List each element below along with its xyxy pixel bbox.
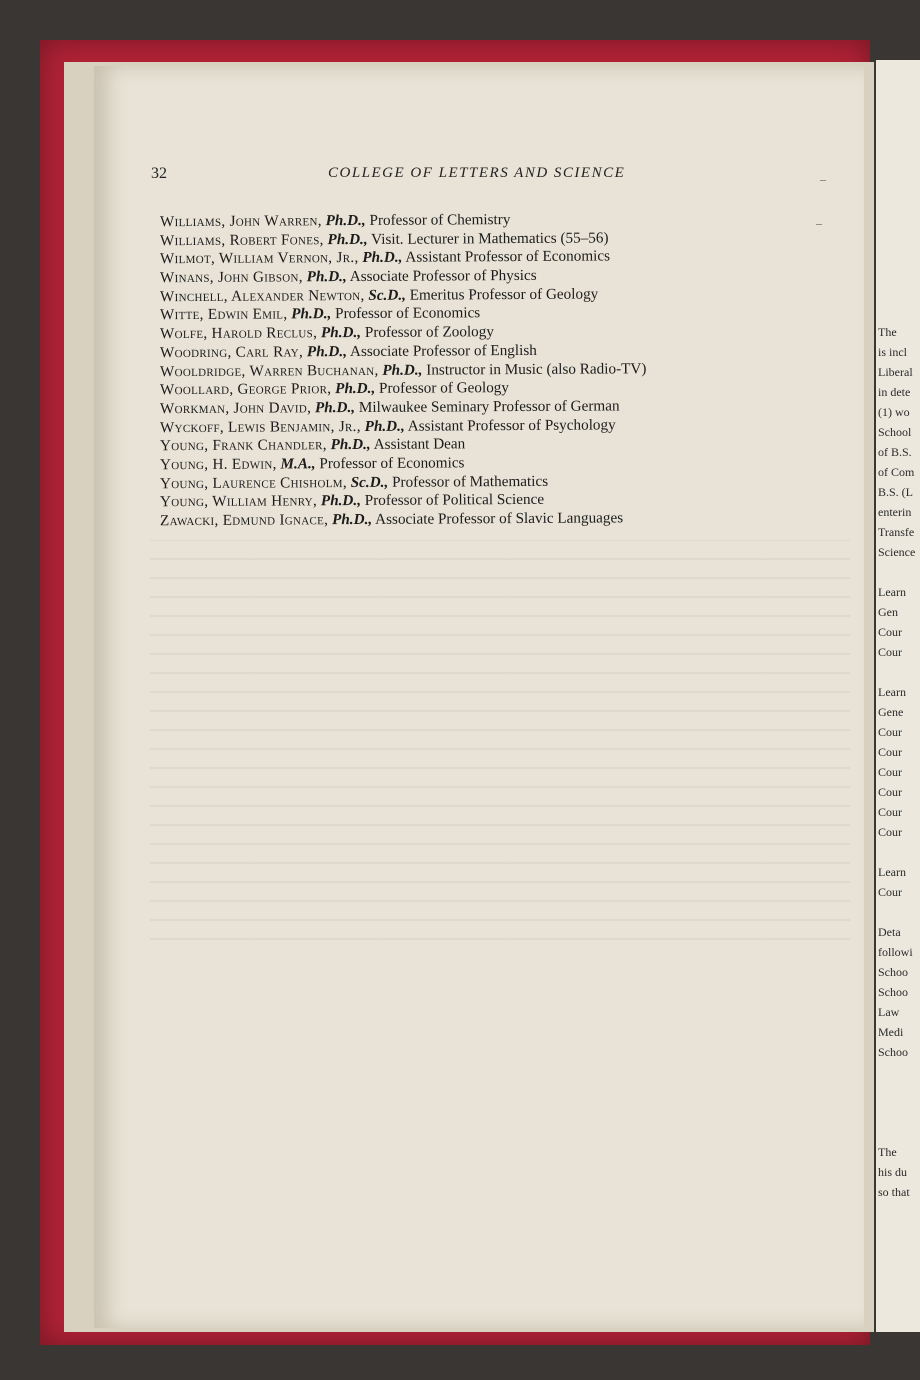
faculty-name: Woollard, George Prior, <box>159 380 332 399</box>
faculty-title: Associate Professor of Slavic Languages <box>375 509 624 528</box>
faculty-name: Winans, John Gibson, <box>159 268 303 287</box>
faculty-entry <box>160 508 880 531</box>
right-page-fragment: Gene <box>878 705 904 719</box>
margin-mark: – <box>816 216 822 230</box>
faculty-degree: Ph.D., <box>364 417 405 435</box>
right-page-fragment: is incl <box>878 345 907 359</box>
faculty-title: Professor of Chemistry <box>369 211 511 229</box>
right-page-fragment: Science <box>878 545 916 559</box>
right-page-fragment: Transfe <box>878 525 915 539</box>
right-page-fragment: enterin <box>878 505 912 519</box>
faculty-title: Visit. Lecturer in Mathematics (55–56) <box>371 229 609 248</box>
faculty-name: Zawacki, Edmund Ignace, <box>159 511 329 530</box>
right-page-fragment: Cour <box>878 645 902 659</box>
faculty-title: Professor of Mathematics <box>391 472 549 491</box>
right-page <box>876 60 920 1332</box>
faculty-title: Assistant Professor of Economics <box>405 247 611 267</box>
right-page-fragment: Cour <box>878 785 902 799</box>
right-page-fragment: Schoo <box>878 985 908 999</box>
faculty-title: Associate Professor of English <box>349 341 537 360</box>
right-page-fragment: his du <box>878 1165 908 1179</box>
faculty-degree: Ph.D., <box>332 510 373 529</box>
right-page-fragment: Learn <box>878 585 906 599</box>
right-page-fragment: Schoo <box>878 965 908 979</box>
right-page-fragment: Learn <box>878 865 906 879</box>
faculty-degree: Ph.D., <box>291 305 332 323</box>
right-page-fragment: of B.S. <box>878 445 912 459</box>
faculty-name: Young, William Henry, <box>159 492 318 511</box>
running-title: COLLEGE OF LETTERS AND SCIENCE <box>328 165 626 181</box>
faculty-name: Workman, John David, <box>159 399 312 418</box>
right-page-fragment: Deta <box>878 925 901 939</box>
faculty-name: Williams, John Warren, <box>159 212 322 231</box>
faculty-degree: Ph.D., <box>320 324 362 342</box>
faculty-degree: Ph.D., <box>362 249 403 267</box>
faculty-degree: Ph.D., <box>306 342 348 361</box>
faculty-title: Professor of Economics <box>319 454 465 473</box>
faculty-title: Professor of Geology <box>378 379 510 398</box>
faculty-title: Professor of Political Science <box>364 491 545 510</box>
faculty-degree: Sc.D., <box>368 286 406 304</box>
faculty-title: Associate Professor of Physics <box>349 266 537 286</box>
right-page-fragment: Cour <box>878 725 902 739</box>
faculty-title: Professor of Economics <box>335 304 481 323</box>
faculty-name: Williams, Robert Fones, <box>159 230 324 249</box>
right-page-fragment: of Com <box>878 465 915 479</box>
faculty-degree: Ph.D., <box>335 380 376 398</box>
faculty-name: Young, Frank Chandler, <box>159 436 327 455</box>
margin-mark: – <box>820 172 826 186</box>
faculty-name: Wooldridge, Warren Buchanan, <box>159 361 379 380</box>
right-page-fragment: The <box>878 1145 897 1159</box>
faculty-name: Wolfe, Harold Reclus, <box>159 324 318 343</box>
right-page-fragment: Gen <box>878 605 898 619</box>
right-page-fragment: Cour <box>878 825 902 839</box>
right-page-fragment: followi <box>878 945 913 959</box>
page-number: 32 <box>151 165 167 182</box>
faculty-degree: Ph.D., <box>330 436 371 454</box>
faculty-title: Instructor in Music (also Radio-TV) <box>426 359 647 379</box>
right-page-fragment: School <box>878 425 912 439</box>
faculty-degree: Ph.D., <box>325 211 366 230</box>
right-page-fragment: Cour <box>878 745 902 759</box>
right-page-fragment: in dete <box>878 385 911 399</box>
faculty-title: Assistant Professor of Psychology <box>407 415 616 435</box>
faculty-title: Milwaukee Seminary Professor of German <box>358 397 620 416</box>
faculty-name: Witte, Edwin Emil, <box>159 305 288 324</box>
faculty-title: Assistant Dean <box>373 435 466 454</box>
right-page-fragment: The <box>878 325 897 339</box>
faculty-name: Winchell, Alexander Newton, <box>159 286 365 305</box>
right-page-fragment: Cour <box>878 765 902 779</box>
bleed-through-text <box>150 540 850 940</box>
right-page-fragment: (1) wo <box>878 405 910 419</box>
faculty-degree: Sc.D., <box>350 473 389 491</box>
faculty-title: Emeritus Professor of Geology <box>409 285 599 304</box>
faculty-list <box>160 211 880 529</box>
right-page-fragment: Liberal <box>878 365 913 379</box>
faculty-degree: M.A., <box>280 455 316 473</box>
faculty-name: Wilmot, William Vernon, Jr., <box>159 249 359 268</box>
page-header <box>0 165 920 189</box>
faculty-degree: Ph.D., <box>327 230 368 248</box>
faculty-degree: Ph.D., <box>314 398 356 417</box>
right-page-fragment: Medi <box>878 1025 904 1039</box>
faculty-name: Woodring, Carl Ray, <box>159 343 304 362</box>
faculty-degree: Ph.D., <box>382 361 423 379</box>
right-page-fragment: Learn <box>878 685 906 699</box>
right-page-fragment: Schoo <box>878 1045 908 1059</box>
faculty-name: Wyckoff, Lewis Benjamin, Jr., <box>159 417 361 436</box>
right-page-fragment: so that <box>878 1185 910 1199</box>
right-page-fragment: Law <box>878 1005 900 1019</box>
right-page-fragment: Cour <box>878 625 902 639</box>
right-page-fragment: Cour <box>878 805 902 819</box>
right-page-fragment: Cour <box>878 885 902 899</box>
right-page-fragment: B.S. (L <box>878 485 914 499</box>
faculty-name: Young, Laurence Chisholm, <box>159 473 347 492</box>
faculty-degree: Ph.D., <box>320 492 362 510</box>
faculty-degree: Ph.D., <box>306 268 347 286</box>
faculty-title: Professor of Zoology <box>364 323 494 342</box>
faculty-name: Young, H. Edwin, <box>159 455 277 474</box>
